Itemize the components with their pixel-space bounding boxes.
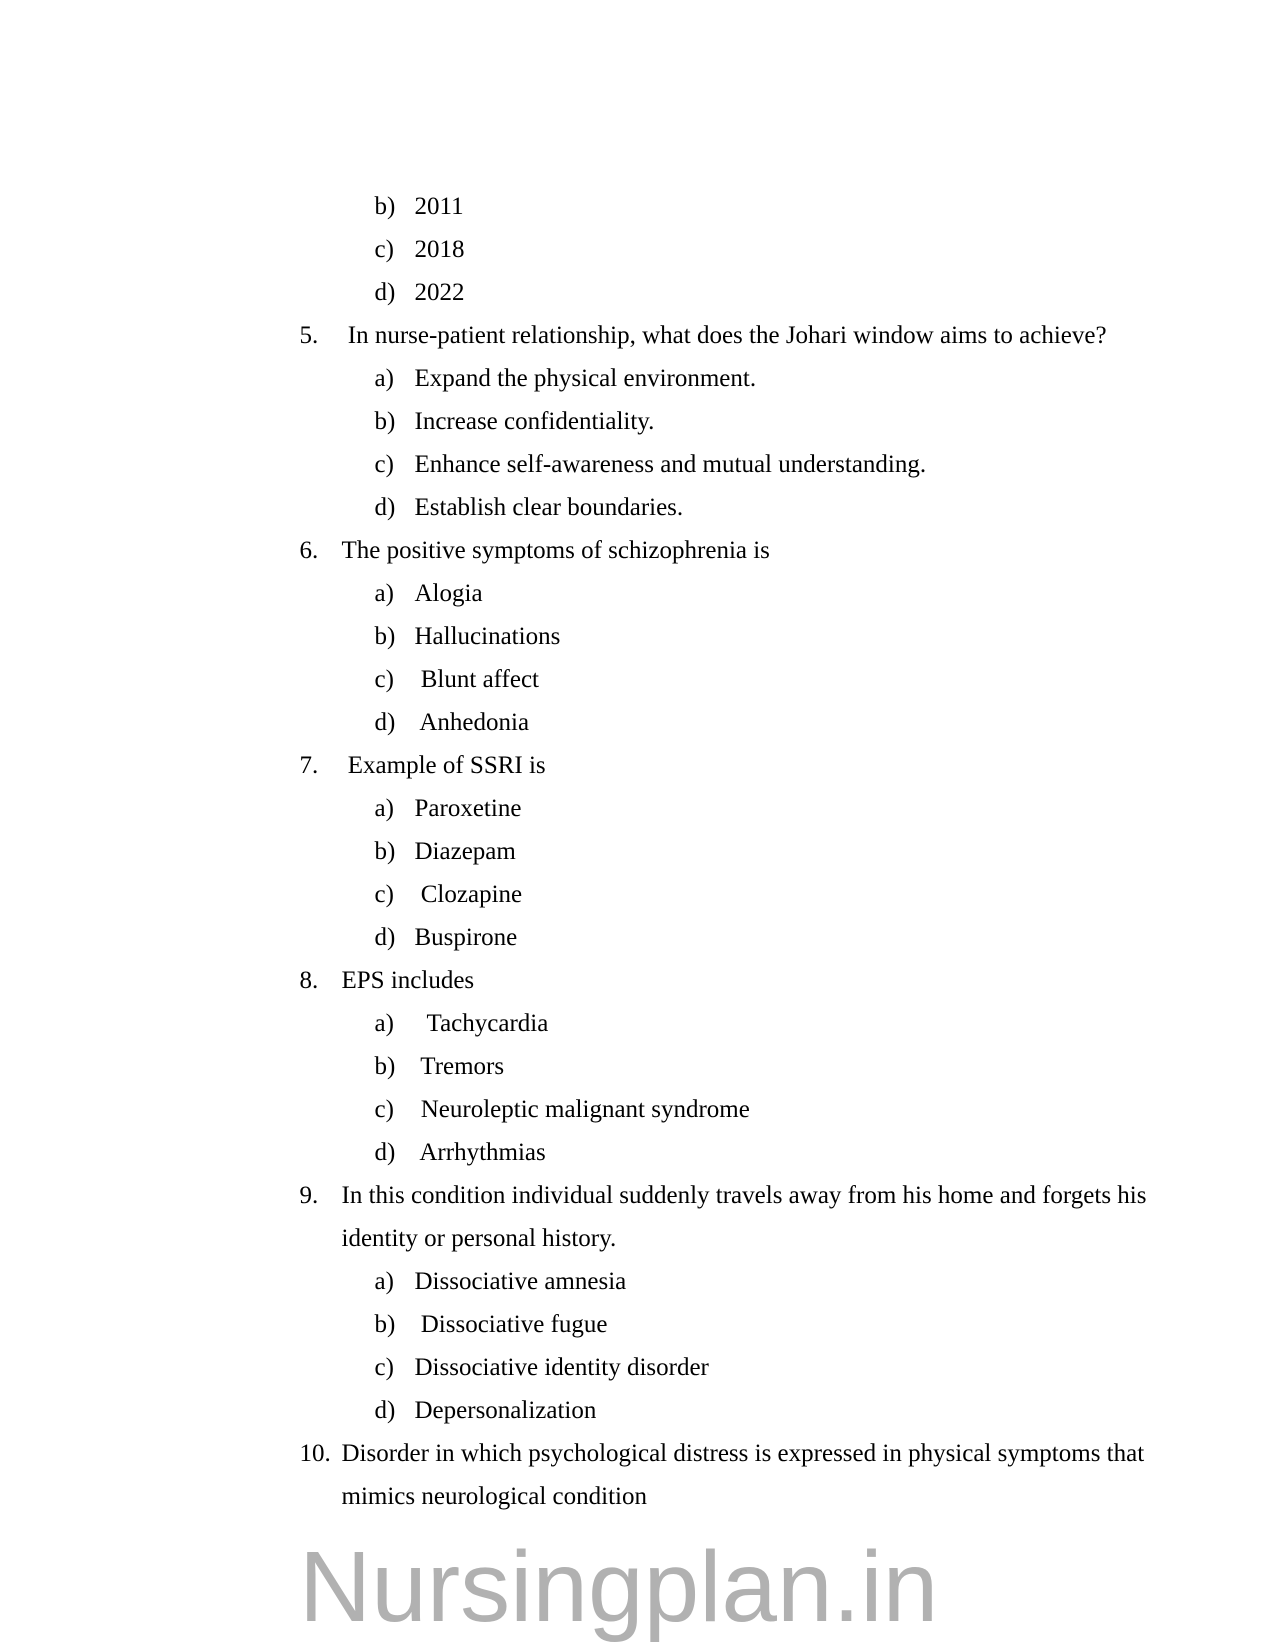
- option-row: [0, 787, 1275, 865]
- option-row: [0, 1260, 1275, 1338]
- option-text: Anhedonia: [414, 709, 530, 736]
- option-label: b): [374, 193, 396, 220]
- option-text: Dissociative identity disorder: [414, 1354, 709, 1381]
- option-row: [0, 830, 1275, 908]
- option-text: Paroxetine: [414, 795, 522, 822]
- site-watermark: Nursingplan.in: [299, 1531, 939, 1643]
- question-number: 8.: [299, 967, 319, 994]
- question-number: 7.: [299, 752, 319, 779]
- option-text: Tremors: [414, 1053, 505, 1080]
- question-row: [0, 916, 1275, 994]
- option-label: c): [374, 666, 394, 693]
- option-row: [0, 572, 1275, 650]
- option-text: Increase confidentiality.: [414, 408, 655, 435]
- option-text: 2018: [414, 236, 465, 263]
- question-number: 10.: [299, 1440, 331, 1467]
- question-text: EPS includes: [341, 967, 475, 994]
- option-text: Depersonalization: [414, 1397, 597, 1424]
- option-row: [0, 959, 1275, 1037]
- option-label: d): [374, 279, 396, 306]
- option-label: a): [374, 1010, 394, 1037]
- option-row: [0, 1002, 1275, 1080]
- option-text: Blunt affect: [414, 666, 539, 693]
- option-text: Dissociative fugue: [414, 1311, 608, 1338]
- option-label: b): [374, 1311, 396, 1338]
- option-row: [0, 744, 1275, 822]
- option-label: b): [374, 838, 396, 865]
- question-text: In nurse-patient relationship, what does the Johari window aims to achieve?: [341, 322, 1107, 349]
- option-row: [0, 142, 1275, 220]
- option-label: b): [374, 1053, 396, 1080]
- option-label: d): [374, 924, 396, 951]
- option-label: d): [374, 1397, 396, 1424]
- option-text: Enhance self-awareness and mutual understanding.: [414, 451, 927, 478]
- option-text: 2011: [414, 193, 464, 220]
- option-text: Buspirone: [414, 924, 518, 951]
- option-label: c): [374, 881, 394, 908]
- option-text: 2022: [414, 279, 465, 306]
- option-text: Tachycardia: [414, 1010, 549, 1037]
- question-row: [0, 1389, 1275, 1467]
- option-label: d): [374, 1139, 396, 1166]
- option-text: Hallucinations: [414, 623, 561, 650]
- option-row: [0, 228, 1275, 306]
- option-row: [0, 1217, 1275, 1295]
- option-label: b): [374, 623, 396, 650]
- option-label: c): [374, 1354, 394, 1381]
- option-label: c): [374, 1096, 394, 1123]
- option-label: a): [374, 795, 394, 822]
- question-row: [0, 701, 1275, 779]
- question-number: 5.: [299, 322, 319, 349]
- option-label: a): [374, 580, 394, 607]
- question-row: [0, 271, 1275, 349]
- option-text: Expand the physical environment.: [414, 365, 757, 392]
- option-label: c): [374, 451, 394, 478]
- option-row: [0, 185, 1275, 263]
- question-text: Example of SSRI is: [341, 752, 546, 779]
- option-row: [0, 1303, 1275, 1381]
- option-label: b): [374, 408, 396, 435]
- option-text: Neuroleptic malignant syndrome: [414, 1096, 750, 1123]
- question-text: identity or personal history.: [341, 1225, 617, 1252]
- option-label: a): [374, 365, 394, 392]
- option-text: Diazepam: [414, 838, 516, 865]
- option-row: [0, 658, 1275, 736]
- option-label: a): [374, 1268, 394, 1295]
- question-text: In this condition individual suddenly travels away from his home and forgets his: [341, 1182, 1147, 1209]
- option-label: c): [374, 236, 394, 263]
- option-label: d): [374, 494, 396, 521]
- question-number: 6.: [299, 537, 319, 564]
- question-number: 9.: [299, 1182, 319, 1209]
- question-text: mimics neurological condition: [341, 1483, 647, 1510]
- option-row: [0, 615, 1275, 693]
- option-text: Establish clear boundaries.: [414, 494, 684, 521]
- question-row: [0, 1131, 1275, 1209]
- option-row: [0, 873, 1275, 951]
- question-text: The positive symptoms of schizophrenia is: [341, 537, 770, 564]
- option-text: Arrhythmias: [414, 1139, 546, 1166]
- option-text: Alogia: [414, 580, 483, 607]
- option-text: Dissociative amnesia: [414, 1268, 627, 1295]
- option-row: [0, 1045, 1275, 1123]
- option-label: d): [374, 709, 396, 736]
- question-text: Disorder in which psychological distress is expressed in physical symptoms that: [341, 1440, 1145, 1467]
- option-text: Clozapine: [414, 881, 523, 908]
